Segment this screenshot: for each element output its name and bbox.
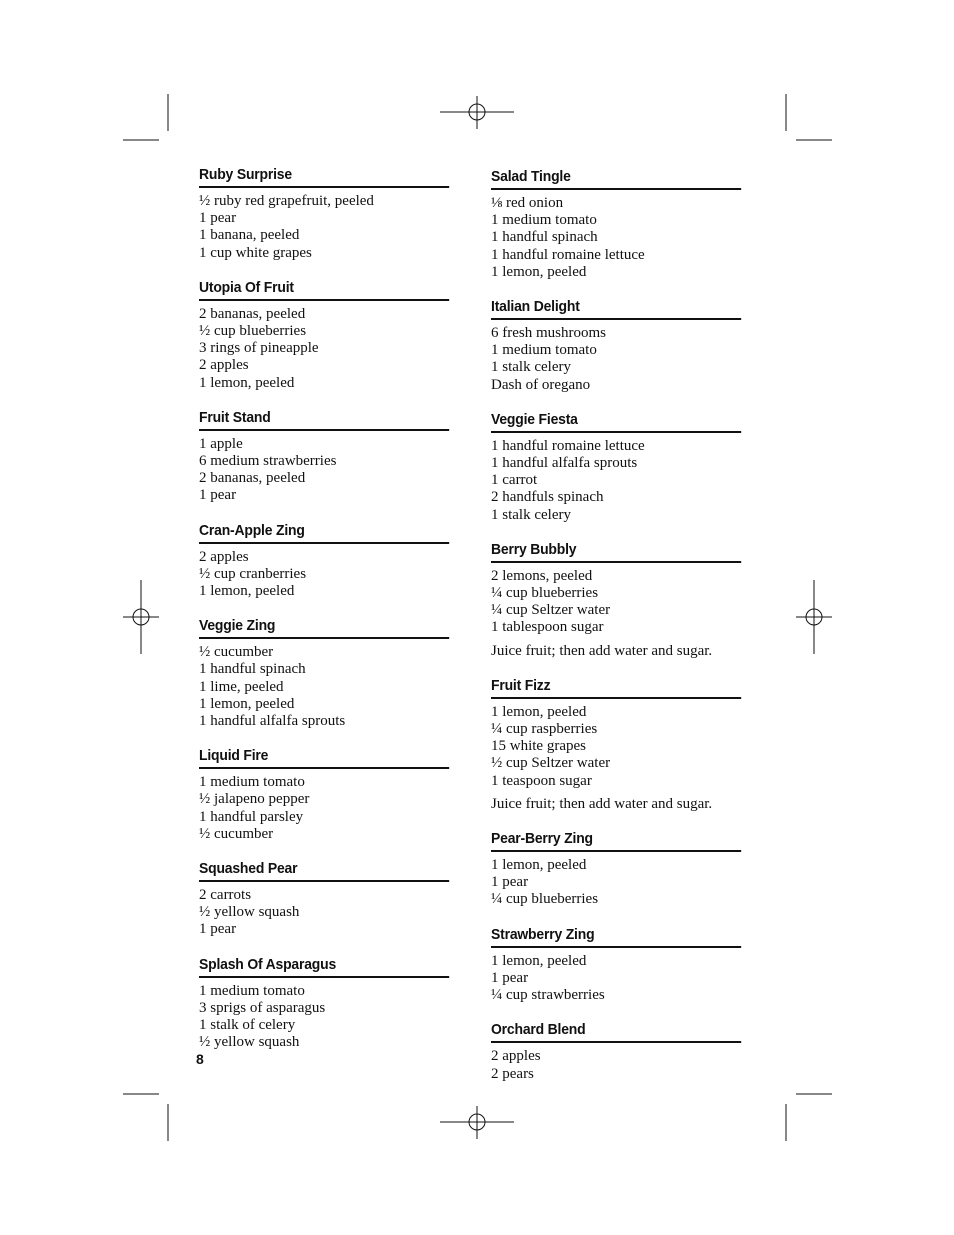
recipe-veggie-zing bbox=[199, 615, 468, 730]
ingredient-item: ¼ cup raspberries bbox=[491, 721, 598, 738]
ingredient-item: ½ ruby red grapefruit, peeled bbox=[199, 193, 374, 209]
ingredient-item: ¼ cup blueberries bbox=[491, 585, 599, 602]
right-recipe-column bbox=[491, 166, 760, 1083]
ingredient-item: 1 lemon, peeled bbox=[199, 374, 295, 391]
ingredient-item: 1 handful romaine lettuce bbox=[491, 246, 645, 263]
ingredient-list bbox=[199, 436, 468, 505]
ingredient-list bbox=[199, 887, 468, 939]
recipe-spacer bbox=[491, 909, 760, 924]
recipe-cran-apple-zing bbox=[199, 520, 468, 601]
ingredient-list bbox=[199, 644, 468, 730]
ingredient-list bbox=[491, 857, 760, 909]
ingredient-item: ¼ cup Seltzer water bbox=[491, 602, 611, 619]
recipe-instruction: Juice fruit; then add water and sugar. bbox=[491, 795, 713, 812]
recipe-fruit-fizz bbox=[491, 675, 760, 813]
ingredient-item: 1 lemon, peeled bbox=[491, 703, 587, 720]
recipe-title: Fruit Stand bbox=[199, 407, 449, 431]
ingredient-item: 2 lemons, peeled bbox=[491, 567, 593, 584]
recipe-spacer bbox=[491, 394, 760, 409]
recipe-spacer bbox=[199, 843, 468, 858]
recipe-ruby-surprise bbox=[199, 164, 468, 262]
recipe-spacer bbox=[199, 939, 468, 954]
ingredient-item: 1 lemon, peeled bbox=[491, 952, 587, 969]
ingredient-item: 1 handful spinach bbox=[491, 229, 598, 246]
ingredient-list bbox=[199, 306, 468, 392]
ingredient-item: 2 pears bbox=[491, 1065, 534, 1082]
recipe-strawberry-zing bbox=[491, 924, 760, 1005]
ingredient-item: 1 pear bbox=[199, 210, 237, 227]
ingredient-item: 3 rings of pineapple bbox=[199, 340, 319, 357]
recipe-title: Liquid Fire bbox=[199, 745, 449, 769]
recipe-squashed-pear bbox=[199, 858, 468, 939]
ingredient-list bbox=[491, 704, 760, 790]
ingredient-item: ¼ cup strawberries bbox=[491, 987, 605, 1004]
ingredient-item: 1 pear bbox=[491, 874, 529, 891]
ingredient-item: ½ cup Seltzer water bbox=[491, 755, 611, 772]
ingredient-item: 1 lime, peeled bbox=[199, 678, 284, 695]
recipe-spacer bbox=[491, 1004, 760, 1019]
ingredient-list bbox=[491, 325, 760, 394]
recipe-title: Orchard Blend bbox=[491, 1019, 741, 1043]
recipe-spacer bbox=[491, 813, 760, 828]
recipe-title: Cran-Apple Zing bbox=[199, 520, 449, 544]
ingredient-item: 1 stalk celery bbox=[491, 359, 571, 376]
ingredient-item: 1 carrot bbox=[491, 472, 538, 489]
ingredient-list bbox=[491, 568, 760, 637]
ingredient-item: 1 medium tomato bbox=[491, 212, 597, 229]
ingredient-item: 1 apple bbox=[199, 435, 243, 452]
ingredient-item: ½ cup cranberries bbox=[199, 565, 307, 582]
ingredient-item: 2 apples bbox=[199, 548, 249, 565]
recipe-fruit-stand bbox=[199, 407, 468, 505]
recipe-orchard-blend bbox=[491, 1019, 760, 1082]
recipe-title: Pear-Berry Zing bbox=[491, 828, 741, 852]
recipe-spacer bbox=[491, 524, 760, 539]
ingredient-item: 1 banana, peeled bbox=[199, 227, 300, 244]
recipe-liquid-fire bbox=[199, 745, 468, 843]
ingredient-item: ½ cucumber bbox=[199, 825, 274, 842]
recipe-instruction: Juice fruit; then add water and sugar. bbox=[491, 642, 713, 659]
recipe-title: Ruby Surprise bbox=[199, 164, 449, 188]
left-recipe-column bbox=[199, 164, 468, 1052]
recipe-title: Fruit Fizz bbox=[491, 675, 741, 699]
ingredient-item: 6 medium strawberries bbox=[199, 453, 337, 470]
recipe-title: Splash Of Asparagus bbox=[199, 954, 449, 978]
recipe-spacer bbox=[199, 600, 468, 615]
ingredient-list bbox=[199, 193, 468, 262]
recipe-title: Squashed Pear bbox=[199, 858, 449, 882]
recipe-utopia-of-fruit bbox=[199, 277, 468, 392]
ingredient-item: 1 lemon, peeled bbox=[491, 263, 587, 280]
recipe-salad-tingle bbox=[491, 166, 760, 281]
ingredient-item: ½ yellow squash bbox=[199, 904, 300, 921]
ingredient-list bbox=[199, 983, 468, 1052]
registration-mark-left bbox=[123, 580, 159, 654]
ingredient-item: 1 lemon, peeled bbox=[491, 857, 587, 874]
registration-mark-right bbox=[796, 580, 832, 654]
recipe-spacer bbox=[199, 730, 468, 745]
ingredient-item: Dash of oregano bbox=[491, 376, 591, 393]
ingredient-item: 15 white grapes bbox=[491, 738, 586, 755]
ingredient-item: 1 handful romaine lettuce bbox=[491, 437, 645, 454]
ingredient-item: 1 lemon, peeled bbox=[199, 583, 295, 600]
ingredient-item: 1 pear bbox=[199, 921, 237, 938]
ingredient-item: 1 handful parsley bbox=[199, 808, 304, 825]
ingredient-item: 1 medium tomato bbox=[199, 982, 305, 999]
ingredient-list bbox=[491, 953, 760, 1005]
ingredient-item: 1 stalk of celery bbox=[199, 1017, 296, 1034]
recipe-italian-delight bbox=[491, 296, 760, 394]
ingredient-item: 1 medium tomato bbox=[491, 342, 597, 359]
ingredient-item: ⅛ red onion bbox=[491, 195, 564, 211]
ingredient-item: 2 carrots bbox=[199, 887, 252, 904]
registration-mark-top bbox=[440, 96, 514, 129]
ingredient-list bbox=[491, 1048, 760, 1082]
ingredient-item: 1 pear bbox=[199, 487, 237, 504]
recipe-spacer bbox=[491, 660, 760, 675]
ingredient-list bbox=[491, 195, 760, 281]
recipe-spacer bbox=[199, 392, 468, 407]
ingredient-item: 1 tablespoon sugar bbox=[491, 619, 604, 636]
recipe-title: Italian Delight bbox=[491, 296, 741, 320]
ingredient-item: 1 lemon, peeled bbox=[199, 695, 295, 712]
ingredient-item: 2 bananas, peeled bbox=[199, 470, 306, 487]
recipe-title: Utopia Of Fruit bbox=[199, 277, 449, 301]
ingredient-item: ½ cucumber bbox=[199, 644, 274, 661]
ingredient-list bbox=[199, 774, 468, 843]
recipe-title: Veggie Fiesta bbox=[491, 409, 741, 433]
ingredient-item: 2 apples bbox=[491, 1048, 541, 1065]
ingredient-item: 2 apples bbox=[199, 357, 249, 374]
ingredient-list bbox=[199, 549, 468, 601]
ingredient-item: ½ jalapeno pepper bbox=[199, 791, 310, 808]
ingredient-item: 1 handful alfalfa sprouts bbox=[491, 455, 638, 472]
recipe-title: Berry Bubbly bbox=[491, 539, 741, 563]
ingredient-item: 2 handfuls spinach bbox=[491, 489, 604, 506]
recipe-spacer bbox=[199, 262, 468, 277]
ingredient-list bbox=[491, 438, 760, 524]
recipe-title: Veggie Zing bbox=[199, 615, 449, 639]
ingredient-item: 6 fresh mushrooms bbox=[491, 325, 606, 342]
recipe-veggie-fiesta bbox=[491, 409, 760, 524]
recipe-spacer bbox=[199, 505, 468, 520]
recipe-title: Strawberry Zing bbox=[491, 924, 741, 948]
recipe-title: Salad Tingle bbox=[491, 166, 741, 190]
ingredient-item: 1 medium tomato bbox=[199, 774, 305, 791]
ingredient-item: ½ cup blueberries bbox=[199, 323, 307, 340]
ingredient-item: 1 handful spinach bbox=[199, 661, 306, 678]
ingredient-item: ¼ cup blueberries bbox=[491, 891, 599, 908]
ingredient-item: ½ yellow squash bbox=[199, 1034, 300, 1051]
recipe-pear-berry-zing bbox=[491, 828, 760, 909]
registration-mark-bottom bbox=[440, 1106, 514, 1139]
ingredient-item: 2 bananas, peeled bbox=[199, 305, 306, 322]
ingredient-item: 3 sprigs of asparagus bbox=[199, 999, 326, 1016]
ingredient-item: 1 cup white grapes bbox=[199, 244, 312, 261]
ingredient-item: 1 handful alfalfa sprouts bbox=[199, 713, 346, 730]
recipe-berry-bubbly bbox=[491, 539, 760, 660]
page-number: 8 bbox=[196, 1051, 204, 1067]
ingredient-item: 1 teaspoon sugar bbox=[491, 772, 592, 789]
recipe-spacer bbox=[491, 281, 760, 296]
ingredient-item: 1 stalk celery bbox=[491, 506, 571, 523]
recipe-splash-of-asparagus bbox=[199, 954, 468, 1052]
ingredient-item: 1 pear bbox=[491, 969, 529, 986]
